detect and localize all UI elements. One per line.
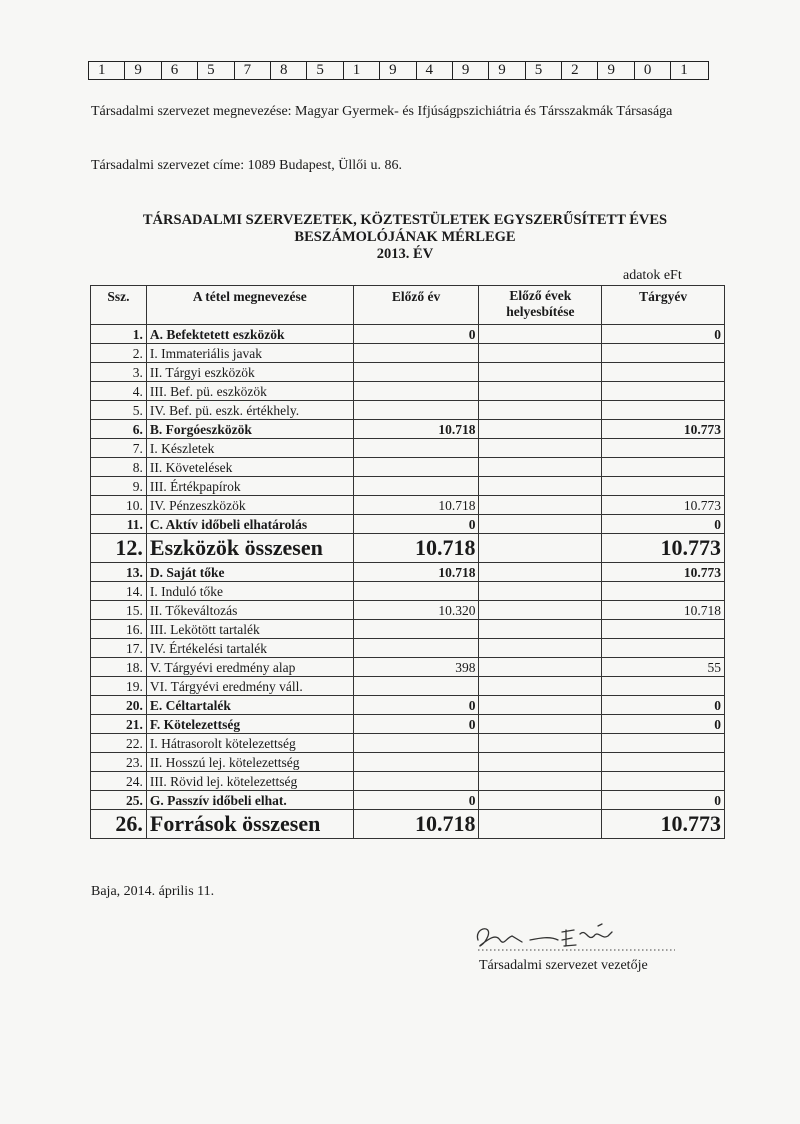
table-row [91,601,725,620]
cell-name: IV. Pénzeszközök [146,496,353,515]
cell-name: II. Tárgyi eszközök [146,363,353,382]
cell-name: III. Lekötött tartalék [146,620,353,639]
document-title [90,212,720,263]
cell-adj [479,382,602,401]
unit-note: adatok eFt [623,268,682,283]
table-row [91,382,725,401]
table-header-row [91,286,725,325]
cell-no: 4. [91,382,147,401]
cell-prev: 10.320 [353,601,479,620]
id-digit-box: 9 [598,62,634,79]
cell-no: 18. [91,658,147,677]
id-digit-box: 9 [489,62,525,79]
cell-prev: 398 [353,658,479,677]
cell-adj [479,810,602,839]
cell-cur [602,772,725,791]
cell-name: V. Tárgyévi eredmény alap [146,658,353,677]
cell-no: 19. [91,677,147,696]
id-digit-box: 2 [562,62,598,79]
cell-no: 2. [91,344,147,363]
cell-adj [479,563,602,582]
cell-name: VI. Tárgyévi eredmény váll. [146,677,353,696]
cell-cur [602,458,725,477]
cell-name: III. Értékpapírok [146,477,353,496]
cell-no: 7. [91,439,147,458]
cell-prev: 10.718 [353,420,479,439]
id-digit-box: 0 [635,62,671,79]
table-row [91,620,725,639]
cell-prev: 10.718 [353,534,479,563]
cell-cur: 0 [602,715,725,734]
table-row [91,658,725,677]
table-row [91,810,725,839]
organization-address: Társadalmi szervezet címe: 1089 Budapest, Üllői u. 86. [91,158,403,173]
cell-no: 8. [91,458,147,477]
cell-cur [602,477,725,496]
id-digit-box: 9 [380,62,416,79]
cell-name: IV. Bef. pü. eszk. értékhely. [146,401,353,420]
cell-name: II. Követelések [146,458,353,477]
cell-no: 12. [91,534,147,563]
cell-cur: 0 [602,325,725,344]
cell-name: II. Hosszú lej. kötelezettség [146,753,353,772]
cell-adj [479,658,602,677]
cell-cur [602,363,725,382]
cell-prev [353,639,479,658]
cell-prev: 10.718 [353,496,479,515]
cell-name: A. Befektetett eszközök [146,325,353,344]
table-row [91,734,725,753]
id-digit-box: 9 [125,62,161,79]
handwritten-signature [470,918,680,958]
cell-prev [353,734,479,753]
table-row [91,515,725,534]
cell-name: G. Passzív időbeli elhat. [146,791,353,810]
cell-prev: 10.718 [353,563,479,582]
cell-no: 24. [91,772,147,791]
cell-adj [479,420,602,439]
cell-adj [479,639,602,658]
id-digit-box: 1 [344,62,380,79]
cell-no: 17. [91,639,147,658]
cell-no: 22. [91,734,147,753]
cell-adj [479,458,602,477]
cell-cur: 0 [602,791,725,810]
cell-adj [479,363,602,382]
cell-adj [479,753,602,772]
table-row [91,696,725,715]
cell-no: 13. [91,563,147,582]
cell-cur [602,677,725,696]
cell-cur [602,401,725,420]
id-digit-box: 4 [417,62,453,79]
id-digit-box: 8 [271,62,307,79]
cell-cur: 55 [602,658,725,677]
cell-no: 21. [91,715,147,734]
cell-name: II. Tőkeváltozás [146,601,353,620]
cell-no: 10. [91,496,147,515]
cell-no: 6. [91,420,147,439]
table-row [91,791,725,810]
cell-no: 14. [91,582,147,601]
cell-cur: 0 [602,515,725,534]
cell-no: 5. [91,401,147,420]
cell-name: III. Bef. pü. eszközök [146,382,353,401]
cell-adj [479,791,602,810]
cell-prev: 0 [353,325,479,344]
id-digit-box: 5 [307,62,343,79]
cell-adj [479,715,602,734]
id-digit-box: 9 [453,62,489,79]
cell-prev: 10.718 [353,810,479,839]
table-row [91,477,725,496]
table-row [91,563,725,582]
organization-name: Társadalmi szervezet megnevezése: Magyar Gyermek- és Ifjúságpszichiátria és Társszakmák Társasága [91,104,673,119]
cell-no: 25. [91,791,147,810]
table-row [91,458,725,477]
cell-cur: 10.773 [602,810,725,839]
cell-name: Források összesen [146,810,353,839]
title-line-1: TÁRSADALMI SZERVEZETEK, KÖZTESTÜLETEK EGYSZERŰSÍTETT ÉVES [142,212,668,228]
cell-no: 26. [91,810,147,839]
table-row [91,496,725,515]
table-row [91,344,725,363]
table-row [91,420,725,439]
cell-cur [602,382,725,401]
place-date: Baja, 2014. április 11. [91,884,215,899]
cell-name: Eszközök összesen [146,534,353,563]
cell-cur [602,344,725,363]
table-row [91,753,725,772]
cell-adj [479,344,602,363]
cell-cur: 10.773 [602,496,725,515]
cell-no: 1. [91,325,147,344]
cell-prev [353,677,479,696]
title-line-3: 2013. ÉV [376,246,434,262]
table-row [91,534,725,563]
title-line-2: BESZÁMOLÓJÁNAK MÉRLEGE [294,229,516,245]
cell-cur: 10.773 [602,563,725,582]
id-digit-box: 1 [89,62,125,79]
cell-cur: 10.718 [602,601,725,620]
cell-adj [479,401,602,420]
balance-sheet-table [90,285,725,839]
cell-name: I. Hátrasorolt kötelezettség [146,734,353,753]
cell-name: III. Rövid lej. kötelezettség [146,772,353,791]
cell-prev [353,620,479,639]
cell-prev [353,363,479,382]
cell-name: C. Aktív időbeli elhatárolás [146,515,353,534]
cell-prev [353,344,479,363]
cell-prev [353,439,479,458]
cell-adj [479,477,602,496]
cell-adj [479,677,602,696]
header-no: Ssz. [91,286,147,325]
cell-adj [479,325,602,344]
header-cur: Tárgyév [602,286,725,325]
cell-adj [479,515,602,534]
cell-no: 16. [91,620,147,639]
cell-adj [479,534,602,563]
id-digit-box: 6 [162,62,198,79]
cell-name: E. Céltartalék [146,696,353,715]
cell-prev: 0 [353,696,479,715]
cell-cur [602,439,725,458]
signer-label: Társadalmi szervezet vezetője [479,958,648,973]
cell-name: F. Kötelezettség [146,715,353,734]
header-prev: Előző év [353,286,479,325]
header-name: A tétel megnevezése [146,286,353,325]
cell-cur [602,753,725,772]
cell-name: I. Induló tőke [146,582,353,601]
tax-id-boxes [88,61,709,80]
table-row [91,715,725,734]
cell-prev [353,458,479,477]
table-row [91,772,725,791]
table-row [91,639,725,658]
cell-adj [479,772,602,791]
table-row [91,325,725,344]
cell-prev [353,477,479,496]
cell-no: 3. [91,363,147,382]
cell-cur: 0 [602,696,725,715]
table-row [91,401,725,420]
id-digit-box: 1 [680,62,688,78]
cell-adj [479,439,602,458]
table-row [91,582,725,601]
cell-adj [479,734,602,753]
cell-cur: 10.773 [602,534,725,563]
cell-prev: 0 [353,791,479,810]
cell-prev [353,582,479,601]
cell-no: 23. [91,753,147,772]
cell-adj [479,582,602,601]
cell-cur: 10.773 [602,420,725,439]
id-digit-box: 5 [526,62,562,79]
cell-no: 11. [91,515,147,534]
cell-name: D. Saját tőke [146,563,353,582]
cell-cur [602,734,725,753]
cell-prev [353,382,479,401]
cell-prev [353,401,479,420]
cell-name: I. Készletek [146,439,353,458]
cell-prev: 0 [353,515,479,534]
cell-adj [479,496,602,515]
cell-name: I. Immateriális javak [146,344,353,363]
cell-cur [602,582,725,601]
table-row [91,363,725,382]
cell-cur [602,639,725,658]
cell-prev [353,772,479,791]
id-digit-box: 5 [198,62,234,79]
cell-name: B. Forgóeszközök [146,420,353,439]
table-row [91,439,725,458]
id-digit-box: 7 [235,62,271,79]
cell-no: 15. [91,601,147,620]
table-row [91,677,725,696]
header-adj: Előző évek helyesbítése [479,286,602,325]
cell-adj [479,620,602,639]
cell-prev [353,753,479,772]
cell-cur [602,620,725,639]
cell-prev: 0 [353,715,479,734]
cell-no: 20. [91,696,147,715]
cell-adj [479,601,602,620]
cell-no: 9. [91,477,147,496]
cell-adj [479,696,602,715]
cell-name: IV. Értékelési tartalék [146,639,353,658]
